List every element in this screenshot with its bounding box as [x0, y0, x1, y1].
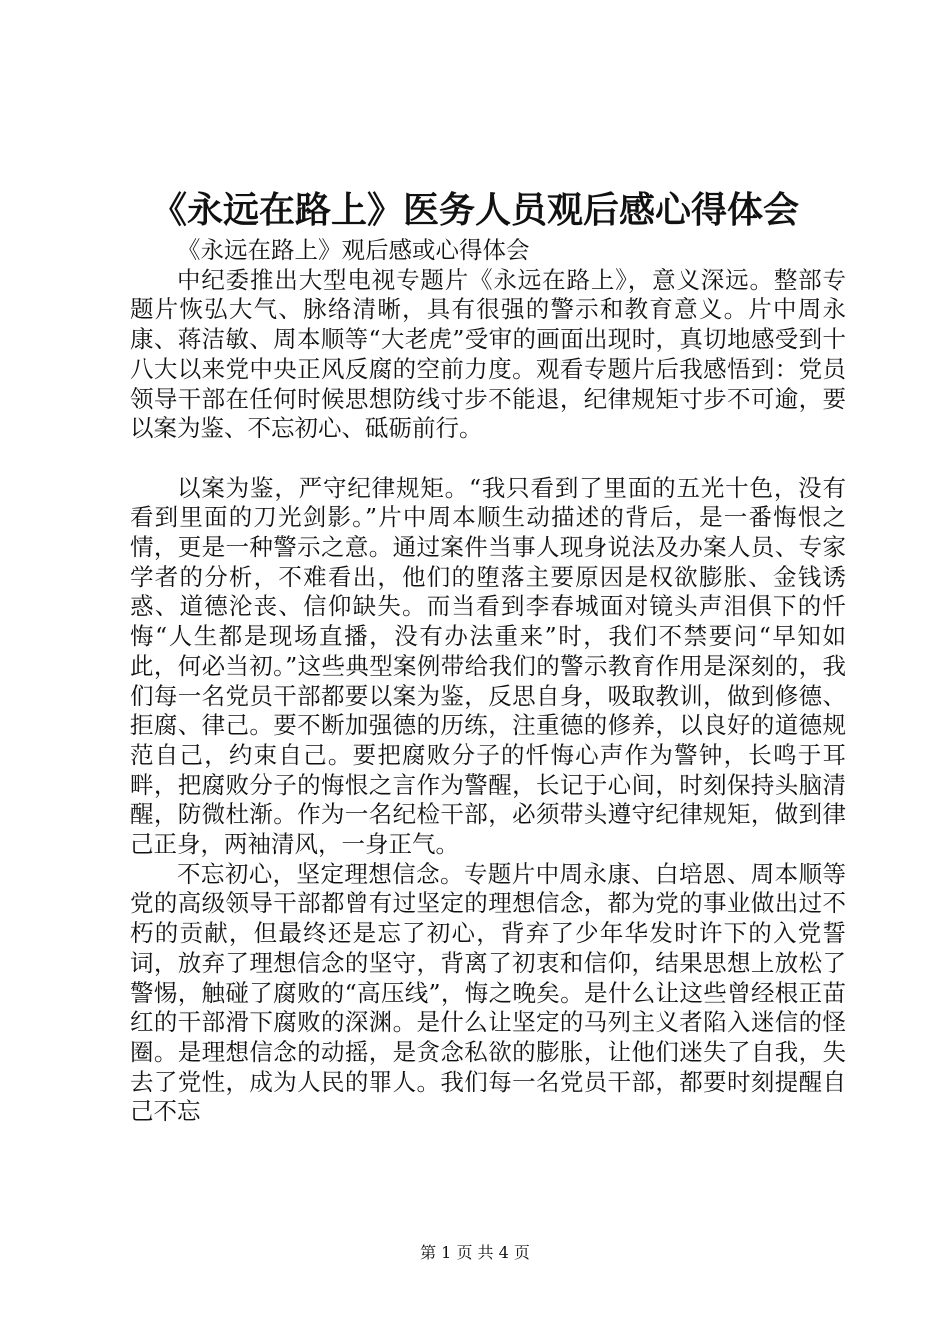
subtitle-paragraph: 《永远在路上》观后感或心得体会	[177, 236, 530, 264]
document-body	[130, 236, 846, 1127]
body-paragraph: 不忘初心，坚定理想信念。专题片中周永康、白培恩、周本顺等党的高级领导干部都曾有过坚定的理想信念，都为党的事业做出过不朽的贡献，但最终还是忘了初心，背弃了少年华发时许下的入党誓词，放弃了理想信念的坚守，背离了初衷和信仰，结果思想上放松了警惕，触碰了腐败的“高压线”，悔之晚矣。是什么让这些曾经根正苗红的干部滑下腐败的深渊。是什么让坚定的马列主义者陷入迷信的怪圈。是理想信念的动摇，是贪念私欲的膨胀，让他们迷失了自我，失去了党性，成为人民的罪人。我们每一名党员干部，都要时刻提醒自己不忘	[130, 859, 846, 1126]
body-paragraph: 中纪委推出大型电视专题片《永远在路上》，意义深远。整部专题片恢弘大气、脉络清晰，具有很强的警示和教育意义。片中周永康、蒋洁敏、周本顺等“大老虎”受审的画面出现时，真切地感受到十八大以来党中央正风反腐的空前力度。观看专题片后我感悟到：党员领导干部在任何时候思想防线寸步不能退，纪律规矩寸步不可逾，要以案为鉴、不忘初心、砥砺前行。	[130, 265, 846, 443]
page-number-footer: 第 1 页 共 4 页	[420, 1243, 530, 1262]
document-title: 《永远在路上》医务人员观后感心得体会	[150, 189, 799, 231]
body-paragraph: 以案为鉴，严守纪律规矩。“我只看到了里面的五光十色，没有看到里面的刀光剑影。”片中周本顺生动描述的背后，是一番悔恨之情，更是一种警示之意。通过案件当事人现身说法及办案人员、专家学者的分析，不难看出，他们的堕落主要原因是权欲膨胀、金钱诱惑、道德沦丧、信仰缺失。而当看到李春城面对镜头声泪俱下的忏悔“人生都是现场直播，没有办法重来”时，我们不禁要问“早知如此，何必当初。”这些典型案例带给我们的警示教育作用是深刻的，我们每一名党员干部都要以案为鉴，反思自身，吸取教训，做到修德、拒腐、律己。要不断加强德的历练，注重德的修养，以良好的道德规范自己，约束自己。要把腐败分子的忏悔心声作为警钟，长鸣于耳畔，把腐败分子的悔恨之言作为警醒，长记于心间，时刻保持头脑清醒，防微杜渐。作为一名纪检干部，必须带头遵守纪律规矩，做到律己正身，两袖清风，一身正气。	[130, 473, 846, 859]
